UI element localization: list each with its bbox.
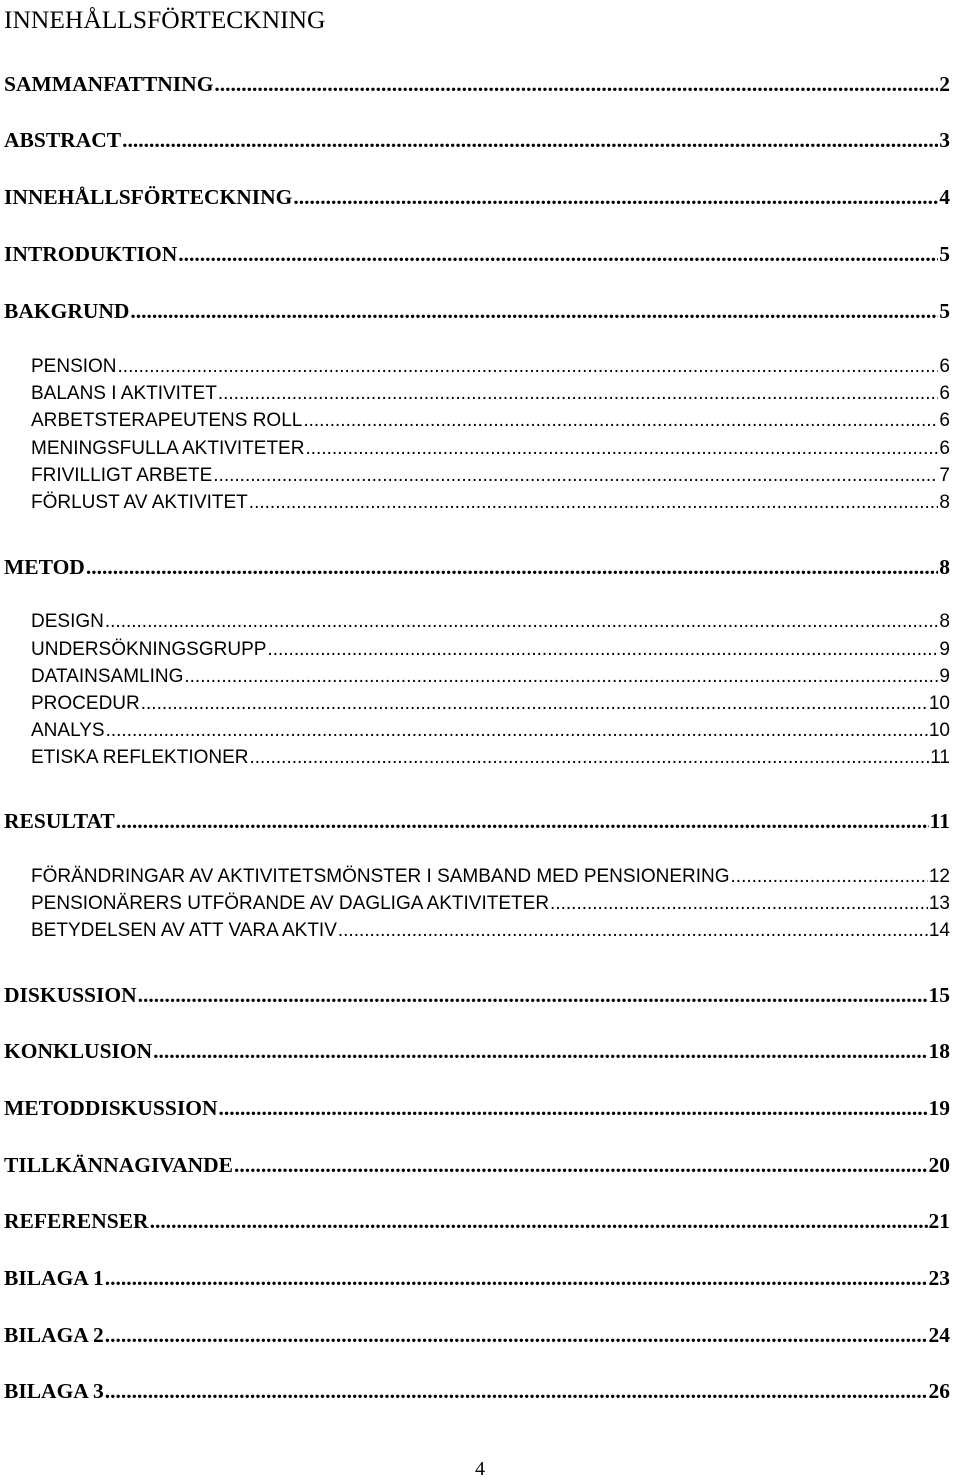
toc-entry-page: 10 — [928, 693, 950, 714]
toc-entry-label: FRIVILLIGT ARBETE — [31, 465, 213, 486]
toc-entry-label: METODDISKUSSION — [4, 1096, 218, 1120]
toc-leader-dots — [178, 241, 938, 267]
toc-entry-label: ANALYS — [31, 720, 105, 741]
toc-entry-page: 9 — [939, 666, 950, 687]
toc-entry[interactable] — [4, 1095, 950, 1121]
toc-entry-page: 20 — [928, 1153, 950, 1177]
toc-leader-dots — [150, 1208, 928, 1234]
toc-entry[interactable] — [4, 982, 950, 1008]
toc-leader-dots — [214, 71, 938, 97]
toc-entry-page: 21 — [928, 1209, 950, 1233]
toc-entry-label: METOD — [4, 555, 85, 579]
toc-subentry[interactable] — [31, 637, 950, 663]
toc-entry-label: DESIGN — [31, 611, 104, 632]
toc-entry-label: SAMMANFATTNING — [4, 72, 214, 96]
toc-subentry[interactable] — [31, 664, 950, 690]
toc-entry-page: 7 — [939, 465, 950, 486]
toc-entry-page: 11 — [930, 747, 950, 768]
toc-entry-label: PROCEDUR — [31, 693, 140, 714]
toc-leader-dots — [130, 298, 938, 324]
toc-leader-dots — [86, 554, 938, 580]
toc-entry-label: FÖRLUST AV AKTIVITET — [31, 492, 248, 513]
toc-entry-label: TILLKÄNNAGIVANDE — [4, 1153, 233, 1177]
toc-entry[interactable] — [4, 1152, 950, 1178]
toc-entry-label: DATAINSAMLING — [31, 666, 184, 687]
toc-entry-page: 6 — [939, 356, 950, 377]
toc-entry-page: 11 — [929, 809, 950, 833]
toc-entry[interactable] — [4, 71, 950, 97]
toc-subentry[interactable] — [31, 463, 950, 489]
toc-leader-dots — [249, 490, 939, 516]
toc-entry[interactable] — [4, 184, 950, 210]
page-number: 4 — [475, 1458, 485, 1480]
toc-entry-label: REFERENSER — [4, 1209, 149, 1233]
toc-entry-page: 8 — [939, 611, 950, 632]
toc-entry-page: 3 — [939, 128, 950, 152]
toc-entry-label: BALANS I AKTIVITET — [31, 383, 217, 404]
toc-entry[interactable] — [4, 1378, 950, 1404]
toc-entry[interactable] — [4, 1038, 950, 1064]
toc-subentry[interactable] — [31, 436, 950, 462]
toc-subentry[interactable] — [31, 381, 950, 407]
toc-entry-label: INTRODUKTION — [4, 242, 178, 266]
toc-subentry[interactable] — [31, 691, 950, 717]
toc-leader-dots — [105, 1322, 928, 1348]
toc-leader-dots — [293, 184, 938, 210]
toc-entry-label: MENINGSFULLA AKTIVITETER — [31, 438, 305, 459]
toc-leader-dots — [731, 864, 928, 890]
toc-entry-label: DISKUSSION — [4, 983, 137, 1007]
toc-leader-dots — [218, 1095, 927, 1121]
toc-leader-dots — [250, 745, 930, 771]
toc-entry[interactable] — [4, 1265, 950, 1291]
toc-entry-page: 10 — [928, 720, 950, 741]
toc-leader-dots — [122, 127, 938, 153]
toc-subentry[interactable] — [31, 745, 950, 771]
toc-leader-dots — [550, 891, 928, 917]
toc-entry-page: 26 — [928, 1379, 950, 1403]
toc-leader-dots — [105, 609, 939, 635]
toc-entry-label: RESULTAT — [4, 809, 115, 833]
toc-entry-page: 6 — [939, 410, 950, 431]
toc-entry-label: PENSION — [31, 356, 117, 377]
toc-subentry[interactable] — [31, 918, 950, 944]
toc-entry[interactable] — [4, 298, 950, 324]
toc-subentry[interactable] — [31, 718, 950, 744]
toc-leader-dots — [184, 664, 938, 690]
toc-entry-label: ARBETSTERAPEUTENS ROLL — [31, 410, 303, 431]
toc-entry-label: KONKLUSION — [4, 1039, 153, 1063]
toc-leader-dots — [305, 436, 938, 462]
toc-entry-page: 23 — [928, 1266, 950, 1290]
toc-entry[interactable] — [4, 1322, 950, 1348]
toc-entry-label: BILAGA 2 — [4, 1323, 104, 1347]
toc-leader-dots — [218, 381, 939, 407]
toc-entry-page: 6 — [939, 383, 950, 404]
toc-entry-label: BILAGA 3 — [4, 1379, 104, 1403]
toc-entry-page: 8 — [939, 492, 950, 513]
toc-subentry[interactable] — [31, 609, 950, 635]
toc-entry-label: FÖRÄNDRINGAR AV AKTIVITETSMÖNSTER I SAMBAND MED PENSIONERING — [31, 866, 730, 887]
toc-leader-dots — [153, 1038, 927, 1064]
toc-entry-label: BAKGRUND — [4, 299, 130, 323]
toc-leader-dots — [338, 918, 928, 944]
toc-entry-page: 5 — [939, 299, 950, 323]
toc-subentry[interactable] — [31, 891, 950, 917]
toc-entry-page: 12 — [928, 866, 950, 887]
toc-entry-label: ABSTRACT — [4, 128, 122, 152]
toc-entry[interactable] — [4, 554, 950, 580]
toc-entry-label: ETISKA REFLEKTIONER — [31, 747, 249, 768]
page-title: INNEHÅLLSFÖRTECKNING — [4, 5, 326, 34]
toc-entry-page: 19 — [928, 1096, 950, 1120]
toc-entry-label: INNEHÅLLSFÖRTECKNING — [4, 185, 293, 209]
toc-entry[interactable] — [4, 241, 950, 267]
toc-leader-dots — [106, 718, 928, 744]
toc-entry[interactable] — [4, 127, 950, 153]
toc-leader-dots — [267, 637, 938, 663]
toc-leader-dots — [213, 463, 938, 489]
toc-entry-page: 18 — [928, 1039, 950, 1063]
toc-leader-dots — [105, 1378, 928, 1404]
toc-entry-label: PENSIONÄRERS UTFÖRANDE AV DAGLIGA AKTIVITETER — [31, 893, 550, 914]
toc-entry-label: BILAGA 1 — [4, 1266, 104, 1290]
toc-subentry[interactable] — [31, 354, 950, 380]
toc-subentry[interactable] — [31, 408, 950, 434]
toc-entry-page: 24 — [928, 1323, 950, 1347]
toc-entry-page: 15 — [928, 983, 950, 1007]
toc-entry-page: 14 — [928, 920, 950, 941]
toc-entry-label: BETYDELSEN AV ATT VARA AKTIV — [31, 920, 337, 941]
toc-entry-page: 13 — [928, 893, 950, 914]
toc-entry[interactable] — [4, 1208, 950, 1234]
toc-entry-page: 6 — [939, 438, 950, 459]
toc-entry-page: 8 — [939, 555, 950, 579]
toc-subentry[interactable] — [31, 864, 950, 890]
toc-entry-label: UNDERSÖKNINGSGRUPP — [31, 639, 267, 660]
toc-leader-dots — [303, 408, 938, 434]
toc-entry-page: 5 — [939, 242, 950, 266]
toc-leader-dots — [118, 354, 939, 380]
toc-entry-page: 4 — [939, 185, 950, 209]
toc-leader-dots — [234, 1152, 928, 1178]
toc-entry-page: 2 — [939, 72, 950, 96]
toc-leader-dots — [138, 982, 928, 1008]
toc-leader-dots — [116, 808, 929, 834]
toc-entry-page: 9 — [939, 639, 950, 660]
toc-leader-dots — [141, 691, 928, 717]
toc-subentry[interactable] — [31, 490, 950, 516]
toc-leader-dots — [105, 1265, 928, 1291]
toc-entry[interactable] — [4, 808, 950, 834]
